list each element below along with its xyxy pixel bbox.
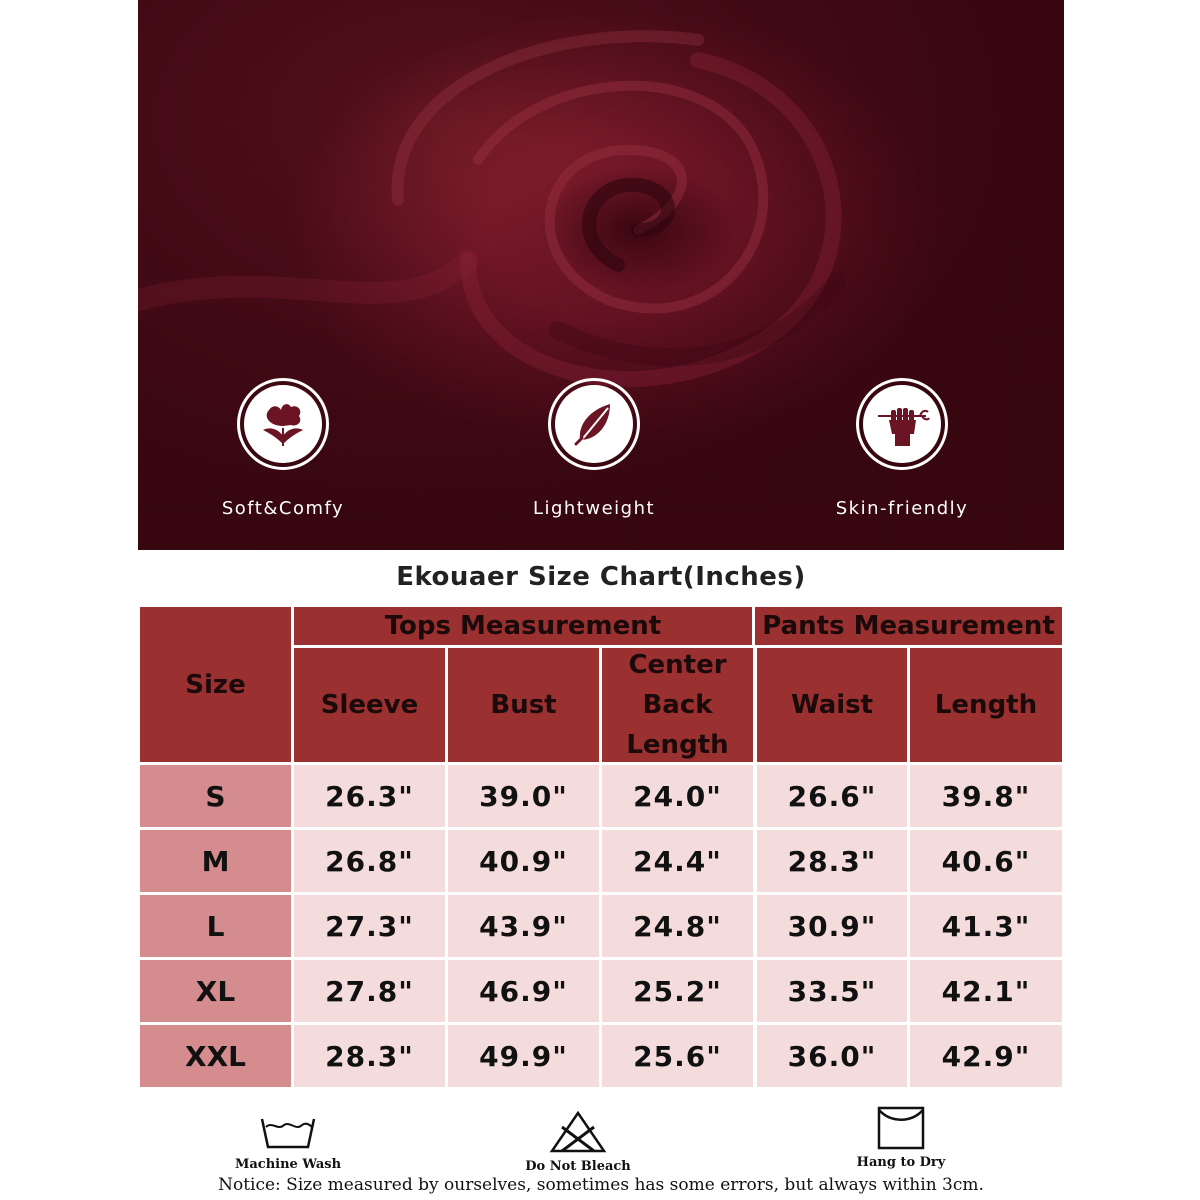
center-back-length-cell: 25.6" [602,1025,753,1087]
waist-cell: 36.0" [757,1025,907,1087]
bust-cell: 40.9" [448,830,599,892]
sleeve-column-header: Sleeve [294,648,445,762]
cotton-icon [237,378,329,470]
machine-wash [223,1113,353,1172]
size-column-header: Size [140,607,291,762]
center-back-length-cell: 24.8" [602,895,753,957]
machine-wash-icon [258,1113,318,1153]
length-cell: 42.1" [910,960,1062,1022]
waist-cell: 28.3" [757,830,907,892]
feature-lightweight [494,378,694,519]
waist-cell: 30.9" [757,895,907,957]
center-back-length-column-header: Center Back Length [602,648,753,762]
sleeve-cell: 28.3" [294,1025,445,1087]
length-cell: 41.3" [910,895,1062,957]
pants-measurement-header: Pants Measurement [755,607,1062,645]
bust-cell: 39.0" [448,765,599,827]
bust-column-header: Bust [448,648,599,762]
fabric-hero-image [138,0,1064,550]
size-cell: M [140,830,291,892]
feature-label: Skin-friendly [835,498,969,519]
hand-plant-icon [856,378,948,470]
sleeve-cell: 27.8" [294,960,445,1022]
length-cell: 42.9" [910,1025,1062,1087]
center-back-length-cell: 24.0" [602,765,753,827]
feature-label: Lightweight [532,498,656,519]
hang-to-dry-icon [876,1105,926,1151]
tops-measurement-header: Tops Measurement [294,607,752,645]
care-label: Do Not Bleach [525,1159,631,1174]
care-label: Machine Wash [234,1157,342,1172]
waist-cell: 26.6" [757,765,907,827]
size-cell: S [140,765,291,827]
sleeve-cell: 27.3" [294,895,445,957]
do-not-bleach-icon [548,1109,608,1155]
feature-soft-comfy [183,378,383,519]
length-cell: 39.8" [910,765,1062,827]
feather-icon [548,378,640,470]
sleeve-cell: 26.3" [294,765,445,827]
do-not-bleach [513,1109,643,1174]
center-back-length-cell: 24.4" [602,830,753,892]
feature-label: Soft&Comfy [221,498,345,519]
hang-to-dry [836,1105,966,1170]
bust-cell: 43.9" [448,895,599,957]
length-column-header: Length [910,648,1062,762]
waist-cell: 33.5" [757,960,907,1022]
feature-skin-friendly [802,378,1002,519]
bust-cell: 49.9" [448,1025,599,1087]
center-back-length-cell: 25.2" [602,960,753,1022]
size-notice: Notice: Size measured by ourselves, sometimes has some errors, but always within 3cm. [218,1175,984,1195]
size-chart-title: Ekouaer Size Chart(Inches) [396,562,806,592]
size-cell: XXL [140,1025,291,1087]
bust-cell: 46.9" [448,960,599,1022]
size-cell: XL [140,960,291,1022]
care-label: Hang to Dry [856,1155,946,1170]
waist-column-header: Waist [757,648,907,762]
size-cell: L [140,895,291,957]
sleeve-cell: 26.8" [294,830,445,892]
length-cell: 40.6" [910,830,1062,892]
